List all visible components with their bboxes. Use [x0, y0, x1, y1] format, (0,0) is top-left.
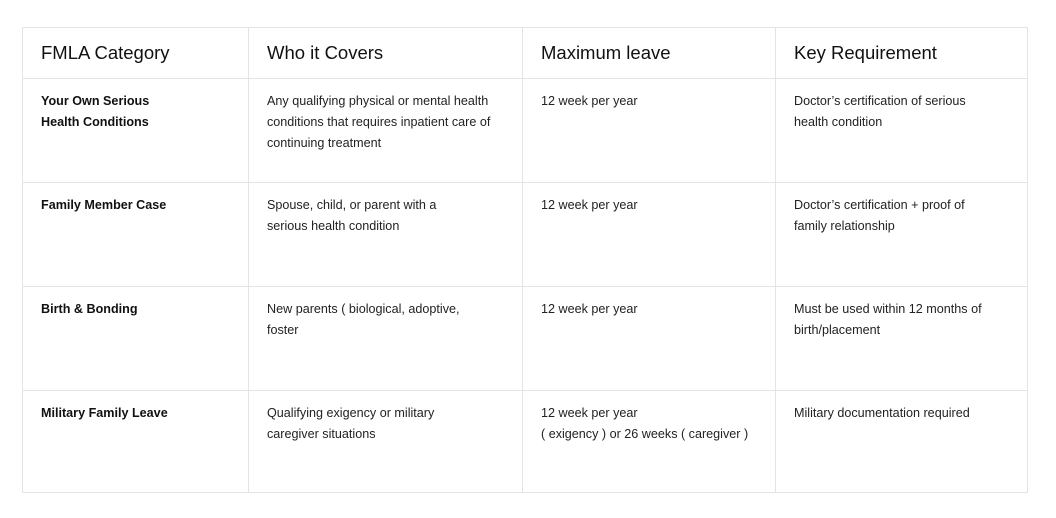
cell-line: caregiver situations: [267, 427, 376, 441]
cell-line: continuing treatment: [267, 136, 382, 150]
cell-category: [23, 287, 249, 391]
header-key-requirement: Key Requirement: [776, 28, 1028, 79]
cell-line: Must be used within 12 months of: [794, 302, 982, 316]
cell-covers: [249, 79, 523, 183]
cell-line: family relationship: [794, 219, 895, 233]
header-fmla-category: FMLA Category: [23, 28, 249, 79]
cell-covers: [249, 183, 523, 287]
cell-max-leave: [523, 183, 776, 287]
cell-line: Birth & Bonding: [41, 302, 138, 316]
table-row: [23, 183, 1028, 287]
cell-line: Doctor’s certification + proof of: [794, 198, 965, 212]
cell-requirement: [776, 183, 1028, 287]
cell-line: conditions that requires inpatient care of: [267, 115, 491, 129]
cell-requirement: [776, 287, 1028, 391]
table-row: [23, 79, 1028, 183]
table-header-row: [23, 28, 1028, 79]
header-who-it-covers: Who it Covers: [249, 28, 523, 79]
cell-max-leave: [523, 287, 776, 391]
cell-line: serious health condition: [267, 219, 400, 233]
cell-line: Qualifying exigency or military: [267, 406, 435, 420]
cell-line: ( exigency ) or 26 weeks ( caregiver ): [541, 427, 749, 441]
cell-line: 12 week per year: [541, 406, 638, 420]
cell-line: Your Own Serious: [41, 94, 150, 108]
cell-line: 12 week per year: [541, 198, 638, 212]
header-maximum-leave: Maximum leave: [523, 28, 776, 79]
cell-line: Health Conditions: [41, 115, 149, 129]
cell-line: Spouse, child, or parent with a: [267, 198, 437, 212]
table-row: [23, 287, 1028, 391]
cell-line: Military Family Leave: [41, 406, 168, 420]
cell-line: Military documentation required: [794, 406, 970, 420]
cell-category: [23, 391, 249, 493]
cell-requirement: [776, 79, 1028, 183]
fmla-table: [22, 27, 1028, 493]
cell-covers: [249, 391, 523, 493]
cell-line: Doctor’s certification of serious: [794, 94, 966, 108]
cell-line: 12 week per year: [541, 302, 638, 316]
cell-category: [23, 183, 249, 287]
cell-category: [23, 79, 249, 183]
cell-requirement: [776, 391, 1028, 493]
cell-covers: [249, 287, 523, 391]
cell-max-leave: [523, 79, 776, 183]
cell-line: New parents ( biological, adoptive,: [267, 302, 460, 316]
cell-line: 12 week per year: [541, 94, 638, 108]
table-row: [23, 391, 1028, 493]
cell-line: Family Member Case: [41, 198, 167, 212]
cell-line: health condition: [794, 115, 883, 129]
cell-max-leave: [523, 391, 776, 493]
cell-line: foster: [267, 323, 299, 337]
cell-line: birth/placement: [794, 323, 881, 337]
fmla-table-container: [22, 27, 1027, 493]
cell-line: Any qualifying physical or mental health: [267, 94, 489, 108]
